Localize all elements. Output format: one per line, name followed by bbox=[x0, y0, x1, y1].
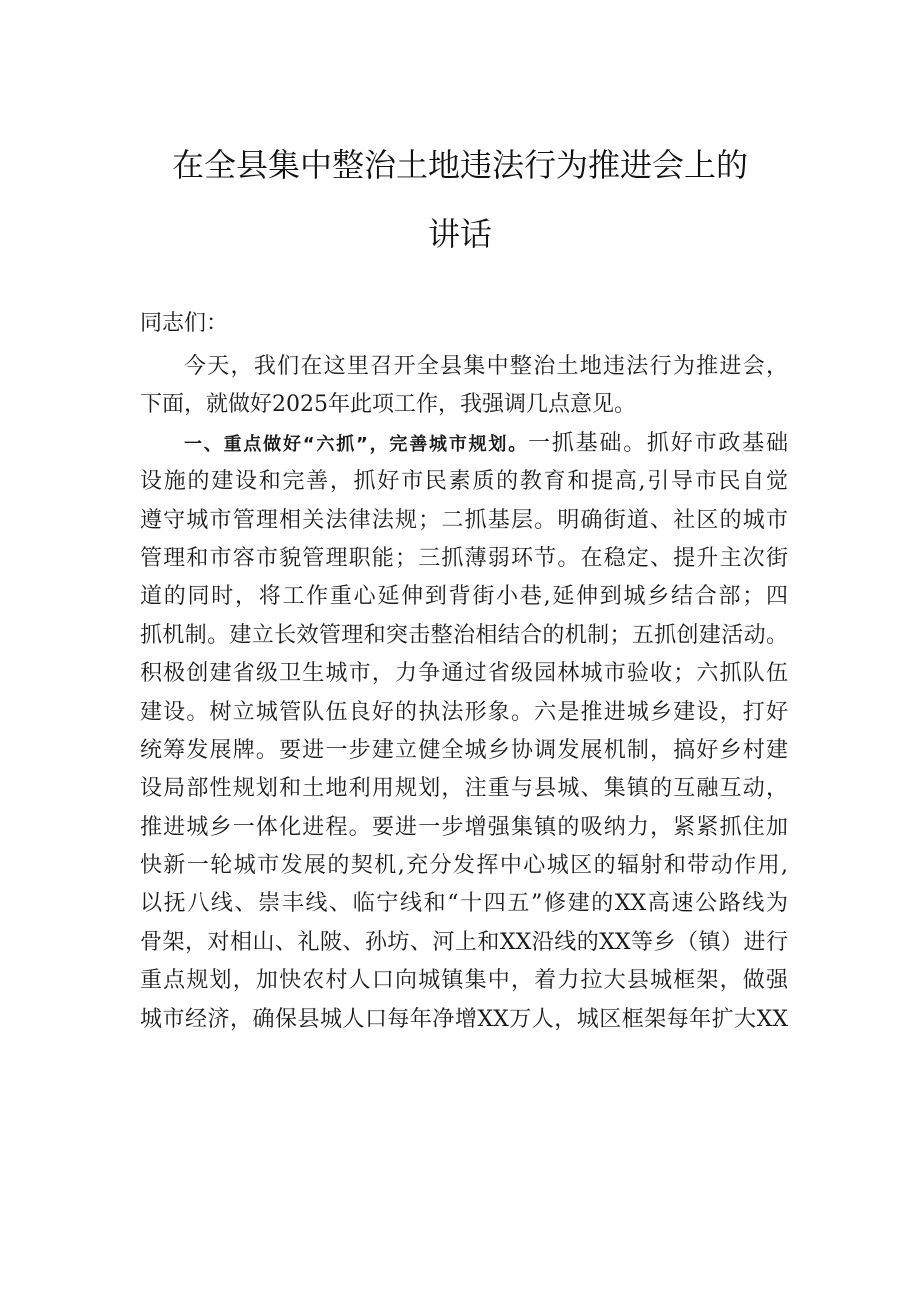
paragraph-line: 抓机制。建立长效管理和突击整治相结合的机制；五抓创建活动。 bbox=[140, 622, 788, 648]
paragraph-line: 重点规划，加快农村人口向城镇集中，着力拉大县城框架，做强 bbox=[140, 968, 788, 994]
paragraph-line: 道的同时，将工作重心延伸到背街小巷,延伸到城乡结合部；四 bbox=[140, 584, 788, 610]
salutation: 同志们： bbox=[140, 311, 229, 336]
document-title-line-1: 在全县集中整治土地违法行为推进会上的 bbox=[171, 146, 748, 184]
paragraph-line: 遵守城市管理相关法律法规；二抓基层。明确街道、社区的城市 bbox=[140, 507, 788, 533]
intro-line-1: 今天，我们在这里召开全县集中整治土地违法行为推进会， bbox=[184, 354, 788, 379]
paragraph-line: 骨架，对相山、礼陂、孙坊、河上和XX沿线的XX等乡（镇）进行 bbox=[140, 929, 788, 955]
paragraph-line: 管理和市容市貌管理职能；三抓薄弱环节。在稳定、提升主次街 bbox=[140, 545, 788, 571]
paragraph-line: 推进城乡一体化进程。要进一步增强集镇的吸纳力，紧紧抓住加 bbox=[140, 814, 788, 840]
document-title-line-2: 讲话 bbox=[427, 215, 492, 253]
paragraph-line: 统筹发展牌。要进一步建立健全城乡协调发展机制，搞好乡村建 bbox=[140, 737, 788, 763]
paragraph-line: 积极创建省级卫生城市，力争通过省级园林城市验收；六抓队伍 bbox=[140, 661, 788, 687]
intro-line-2: 下面，就做好2025年此项工作，我强调几点意见。 bbox=[140, 392, 636, 418]
paragraph-line: 设局部性规划和土地利用规划，注重与县城、集镇的互融互动， bbox=[140, 776, 788, 802]
section-1-heading: 一、重点做好“六抓”，完善城市规划。 bbox=[184, 433, 529, 455]
paragraph-line: 城市经济，确保县城人口每年净增XX万人，城区框架每年扩大XX bbox=[140, 1006, 788, 1032]
document-body bbox=[140, 348, 788, 1039]
paragraph-line: 设施的建设和完善，抓好市民素质的教育和提高,引导市民自觉 bbox=[140, 469, 788, 495]
paragraph-line: 建设。树立城管队伍良好的执法形象。六是推进城乡建设，打好 bbox=[140, 699, 788, 725]
section-1-first-line bbox=[140, 425, 788, 463]
paragraph-line: 以抚八线、崇丰线、临宁线和“十四五”修建的XX高速公路线为 bbox=[140, 891, 788, 917]
section-1-line-1-text: 一抓基础。抓好市政基础 bbox=[528, 430, 788, 456]
paragraph-line: 快新一轮城市发展的契机,充分发挥中心城区的辐射和带动作用, bbox=[140, 853, 788, 879]
